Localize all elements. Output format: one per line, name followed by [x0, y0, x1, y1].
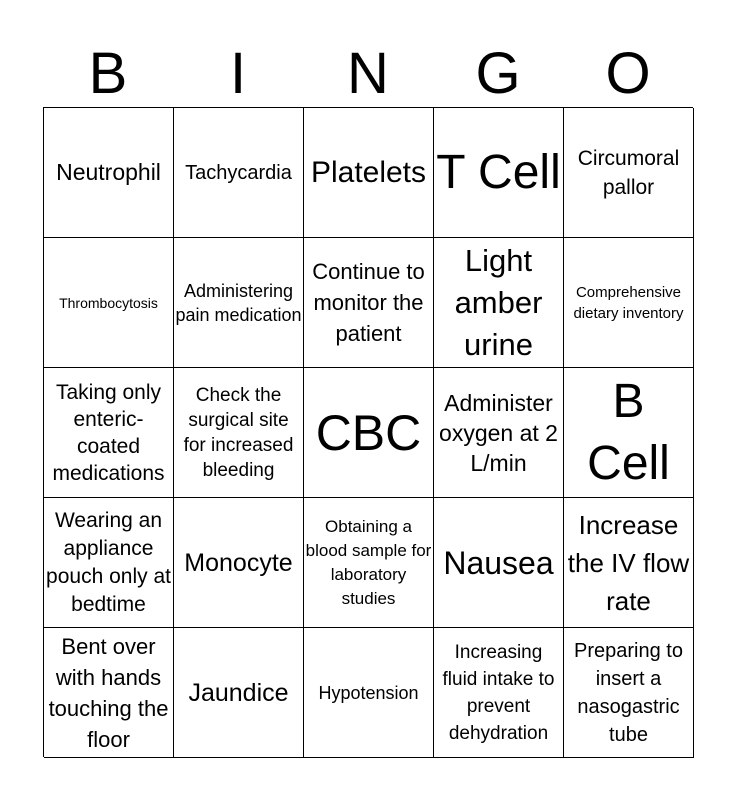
bingo-cell[interactable]: Increase the IV flow rate	[564, 498, 694, 628]
bingo-cell[interactable]: Preparing to insert a nasogastric tube	[564, 628, 694, 758]
header-letter-n: N	[347, 41, 389, 106]
header-letter-i: I	[229, 41, 247, 106]
bingo-cell[interactable]: Continue to monitor the patient	[304, 238, 434, 368]
bingo-cell[interactable]: Neutrophil	[44, 108, 174, 238]
bingo-cell[interactable]: B Cell	[564, 368, 694, 498]
bingo-cell[interactable]: Bent over with hands touching the floor	[44, 628, 174, 758]
bingo-cell[interactable]: Hypotension	[304, 628, 434, 758]
bingo-cell[interactable]: Wearing an appliance pouch only at bedtime	[44, 498, 174, 628]
bingo-cell[interactable]: Nausea	[434, 498, 564, 628]
bingo-header	[43, 40, 693, 108]
bingo-cell[interactable]: Comprehensive dietary inventory	[564, 238, 694, 368]
header-letter-o: O	[605, 41, 651, 106]
bingo-cell[interactable]: CBC	[304, 368, 434, 498]
bingo-cell[interactable]: Increasing fluid intake to prevent dehydration	[434, 628, 564, 758]
bingo-cell[interactable]: Monocyte	[174, 498, 304, 628]
bingo-cell[interactable]: Check the surgical site for increased bleeding	[174, 368, 304, 498]
bingo-cell[interactable]: Administering pain medication	[174, 238, 304, 368]
bingo-cell[interactable]: Platelets	[304, 108, 434, 238]
bingo-card	[43, 107, 693, 757]
bingo-cell[interactable]: Tachycardia	[174, 108, 304, 238]
bingo-cell[interactable]: Light amber urine	[434, 238, 564, 368]
bingo-cell[interactable]: Obtaining a blood sample for laboratory studies	[304, 498, 434, 628]
header-letter-g: G	[475, 41, 521, 106]
bingo-cell[interactable]: Circumoral pallor	[564, 108, 694, 238]
header-letter-b: B	[88, 41, 128, 106]
bingo-cell[interactable]: T Cell	[434, 108, 564, 238]
bingo-cell[interactable]: Thrombocytosis	[44, 238, 174, 368]
bingo-cell[interactable]: Taking only enteric-coated medications	[44, 368, 174, 498]
bingo-cell[interactable]: Jaundice	[174, 628, 304, 758]
bingo-cell[interactable]: Administer oxygen at 2 L/min	[434, 368, 564, 498]
